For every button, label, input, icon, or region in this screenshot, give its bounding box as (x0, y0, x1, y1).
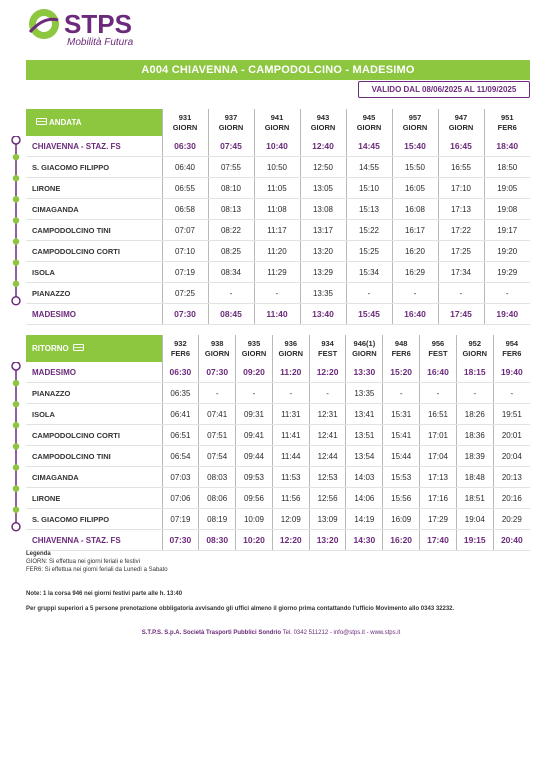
departure-time: 11:41 (272, 425, 309, 446)
departure-time: 20:40 (493, 530, 530, 551)
run-header (493, 335, 530, 362)
run-header (346, 109, 392, 136)
andata-route-line (8, 136, 24, 318)
departure-time: 19:17 (484, 220, 530, 241)
stop-name: CHIAVENNA - STAZ. FS (26, 136, 162, 157)
stop-row (26, 304, 530, 325)
departure-time: 11:40 (254, 304, 300, 325)
departure-time: 15:50 (392, 157, 438, 178)
run-header (162, 335, 199, 362)
departure-time: 13:54 (346, 446, 383, 467)
departure-time: 15:31 (383, 404, 420, 425)
departure-time: - (254, 283, 300, 304)
departure-time: - (456, 383, 493, 404)
departure-time: 09:56 (236, 488, 273, 509)
run-number: 957 (408, 112, 422, 122)
departure-time: 15:40 (392, 136, 438, 157)
run-type: GIORN (310, 122, 336, 132)
departure-time: 16:09 (383, 509, 420, 530)
departure-time: 18:51 (456, 488, 493, 509)
run-type: GIORN (352, 348, 377, 358)
terminal-stop-marker (12, 523, 20, 531)
departure-time: 19:04 (456, 509, 493, 530)
departure-time: 17:25 (438, 241, 484, 262)
departure-time: - (420, 383, 457, 404)
run-number: 956 (431, 338, 445, 348)
departure-time: - (199, 383, 236, 404)
departure-time: 08:06 (199, 488, 236, 509)
departure-time: 08:45 (208, 304, 254, 325)
departure-time: 14:30 (346, 530, 383, 551)
run-number: 943 (316, 112, 330, 122)
departure-time: 15:34 (346, 262, 392, 283)
departure-time: 17:13 (420, 467, 457, 488)
run-header (383, 335, 420, 362)
terminal-stop-marker (12, 136, 20, 144)
departure-time: 12:09 (272, 509, 309, 530)
stop-row (26, 362, 530, 383)
stop-name: ISOLA (26, 404, 162, 425)
stop-marker (14, 176, 19, 181)
stop-name: CIMAGANDA (26, 467, 162, 488)
run-header (456, 335, 493, 362)
validity-period: VALIDO DAL 08/06/2025 AL 11/09/2025 (358, 81, 530, 98)
departure-time: 17:29 (420, 509, 457, 530)
departure-time: 17:16 (420, 488, 457, 509)
departure-time: 08:34 (208, 262, 254, 283)
departure-time: 13:20 (300, 241, 346, 262)
run-header (254, 109, 300, 136)
departure-time: 11:20 (272, 362, 309, 383)
stop-row (26, 262, 530, 283)
departure-time: - (236, 383, 273, 404)
departure-time: 11:08 (254, 199, 300, 220)
departure-time: 15:44 (383, 446, 420, 467)
departure-time: 13:09 (309, 509, 346, 530)
run-header (208, 109, 254, 136)
departure-time: 14:45 (346, 136, 392, 157)
departure-time: 09:41 (236, 425, 273, 446)
departure-time: 06:40 (162, 157, 208, 178)
departure-time: 06:30 (162, 136, 208, 157)
departure-time: 19:08 (484, 199, 530, 220)
ritorno-direction-label (26, 335, 162, 362)
stop-name: CAMPODOLCINO TINI (26, 220, 162, 241)
departure-time: 07:19 (162, 262, 208, 283)
departure-time: 19:40 (484, 304, 530, 325)
run-type: GIORN (264, 122, 290, 132)
run-header (309, 335, 346, 362)
run-type: GIORN (448, 122, 474, 132)
stop-marker (14, 155, 19, 160)
stop-name: CIMAGANDA (26, 199, 162, 220)
departure-time: 14:19 (346, 509, 383, 530)
stop-name: CHIAVENNA - STAZ. FS (26, 530, 162, 551)
stop-row (26, 241, 530, 262)
departure-time: 16:29 (392, 262, 438, 283)
stop-name: CAMPODOLCINO CORTI (26, 425, 162, 446)
stop-marker (14, 402, 19, 407)
departure-time: 17:04 (420, 446, 457, 467)
departure-time: 08:13 (208, 199, 254, 220)
stop-row (26, 509, 530, 530)
departure-time: 16:05 (392, 178, 438, 199)
run-type: FER6 (170, 348, 190, 358)
departure-time: 12:40 (300, 136, 346, 157)
departure-time: - (484, 283, 530, 304)
departure-time: 16:20 (383, 530, 420, 551)
departure-time: 07:07 (162, 220, 208, 241)
departure-time: 18:39 (456, 446, 493, 467)
stop-row (26, 136, 530, 157)
run-header (438, 109, 484, 136)
departure-time: 18:26 (456, 404, 493, 425)
departure-time: 20:01 (493, 425, 530, 446)
stop-name: LIRONE (26, 178, 162, 199)
departure-time: 12:31 (309, 404, 346, 425)
departure-time: 13:29 (300, 262, 346, 283)
run-number: 931 (178, 112, 192, 122)
departure-time: 07:51 (199, 425, 236, 446)
run-number: 937 (224, 112, 238, 122)
departure-time: 12:20 (309, 362, 346, 383)
departure-time: 07:55 (208, 157, 254, 178)
stop-marker (14, 444, 19, 449)
departure-time: - (208, 283, 254, 304)
departure-time: 14:06 (346, 488, 383, 509)
departure-time: 15:25 (346, 241, 392, 262)
departure-time: 08:19 (199, 509, 236, 530)
departure-time: 19:15 (456, 530, 493, 551)
departure-time: 12:53 (309, 467, 346, 488)
footer-company: S.T.P.S. S.p.A. Società Trasporti Pubblici Sondrio (141, 630, 281, 636)
departure-time: 17:45 (438, 304, 484, 325)
run-header (199, 335, 236, 362)
run-type: FER6 (502, 348, 522, 358)
departure-time: 06:41 (162, 404, 199, 425)
stop-name: MADESIMO (26, 304, 162, 325)
run-number: 945 (362, 112, 376, 122)
note-946: Note: 1 la corsa 946 nei giorni festivi parte alle h. 13:40 (26, 591, 183, 597)
departure-time: 20:29 (493, 509, 530, 530)
departure-time: 07:45 (208, 136, 254, 157)
stop-name: MADESIMO (26, 362, 162, 383)
run-type: GIORN (278, 348, 304, 358)
stop-marker (14, 507, 19, 512)
departure-time: 07:30 (162, 304, 208, 325)
departure-time: 17:22 (438, 220, 484, 241)
departure-time: 08:22 (208, 220, 254, 241)
departure-time: 11:44 (272, 446, 309, 467)
run-header (392, 109, 438, 136)
departure-time: - (383, 383, 420, 404)
departure-time: 15:10 (346, 178, 392, 199)
terminal-stop-marker (12, 297, 20, 305)
departure-time: 06:35 (162, 383, 199, 404)
departure-time: - (309, 383, 346, 404)
stop-marker (14, 381, 19, 386)
departure-time: 18:36 (456, 425, 493, 446)
legend-fer6: FER6: Si effettua nei giorni feriali da Lunedì a Sabato (26, 567, 168, 573)
stop-name: LIRONE (26, 488, 162, 509)
run-type: GIORN (402, 122, 428, 132)
run-number: 947 (454, 112, 468, 122)
departure-time: 17:10 (438, 178, 484, 199)
stop-name: S. GIACOMO FILIPPO (26, 157, 162, 178)
departure-time: 09:20 (236, 362, 273, 383)
run-number: 951 (500, 112, 514, 122)
stps-logo (26, 6, 166, 46)
stop-marker (14, 423, 19, 428)
departure-time: 07:54 (199, 446, 236, 467)
legend (26, 550, 168, 574)
stop-row (26, 157, 530, 178)
departure-time: - (346, 283, 392, 304)
departure-time: - (493, 383, 530, 404)
departure-time: 10:40 (254, 136, 300, 157)
legend-title: Legenda (26, 551, 51, 557)
stop-marker (14, 260, 19, 265)
departure-time: 15:45 (346, 304, 392, 325)
run-header (236, 335, 273, 362)
andata-header-row (26, 109, 530, 136)
departure-time: 15:13 (346, 199, 392, 220)
departure-time: 19:51 (493, 404, 530, 425)
departure-time: 09:31 (236, 404, 273, 425)
stop-row (26, 467, 530, 488)
departure-time: 08:03 (199, 467, 236, 488)
run-number: 934 (321, 338, 334, 348)
departure-time: 19:29 (484, 262, 530, 283)
departure-time: 06:51 (162, 425, 199, 446)
departure-time: 07:41 (199, 404, 236, 425)
ritorno-timetable (26, 335, 530, 551)
departure-time: 19:05 (484, 178, 530, 199)
departure-time: 16:17 (392, 220, 438, 241)
departure-time: 12:50 (300, 157, 346, 178)
stop-row (26, 530, 530, 551)
run-number: 954 (505, 338, 519, 348)
run-header (346, 335, 383, 362)
departure-time: 06:58 (162, 199, 208, 220)
stop-row (26, 488, 530, 509)
departure-time: 12:20 (272, 530, 309, 551)
departure-time: 15:56 (383, 488, 420, 509)
departure-time: 13:51 (346, 425, 383, 446)
departure-time: 08:25 (208, 241, 254, 262)
logo-tagline: Mobilità Futura (67, 37, 134, 48)
run-number: 946(1) (353, 338, 376, 348)
stop-marker (14, 239, 19, 244)
departure-time: 18:50 (484, 157, 530, 178)
run-header (162, 109, 208, 136)
run-type: FER6 (391, 348, 411, 358)
departure-time: 13:35 (346, 383, 383, 404)
stop-name: PIANAZZO (26, 283, 162, 304)
departure-time: 11:20 (254, 241, 300, 262)
ritorno-route-line (8, 362, 24, 544)
departure-time: 07:30 (162, 530, 199, 551)
departure-time: 13:08 (300, 199, 346, 220)
ritorno-header-row (26, 335, 530, 362)
departure-time: 07:30 (199, 362, 236, 383)
legend-giorn: GIORN: Si effettua nei giorni feriali e festivi (26, 559, 140, 565)
departure-time: 11:17 (254, 220, 300, 241)
run-type: GIORN (241, 348, 267, 358)
departure-time: 16:08 (392, 199, 438, 220)
run-number: 935 (247, 338, 261, 348)
stop-row (26, 199, 530, 220)
departure-time: 13:05 (300, 178, 346, 199)
departure-time: 13:40 (300, 304, 346, 325)
stop-row (26, 283, 530, 304)
run-type: FEST (428, 348, 448, 358)
departure-time: 14:03 (346, 467, 383, 488)
run-number: 948 (394, 338, 408, 348)
departure-time: 08:10 (208, 178, 254, 199)
departure-time: 09:44 (236, 446, 273, 467)
stop-name: CAMPODOLCINO CORTI (26, 241, 162, 262)
run-number: 952 (468, 338, 482, 348)
departure-time: - (438, 283, 484, 304)
stop-row (26, 383, 530, 404)
departure-time: 07:06 (162, 488, 199, 509)
stop-name: CAMPODOLCINO TINI (26, 446, 162, 467)
departure-time: 12:41 (309, 425, 346, 446)
departure-time: 08:30 (199, 530, 236, 551)
stop-name: S. GIACOMO FILIPPO (26, 509, 162, 530)
run-type: FER6 (497, 122, 517, 132)
departure-time: 13:17 (300, 220, 346, 241)
stop-name: PIANAZZO (26, 383, 162, 404)
stop-row (26, 404, 530, 425)
departure-time: 13:35 (300, 283, 346, 304)
run-type: GIORN (462, 348, 488, 358)
bus-icon (73, 344, 84, 352)
departure-time: 15:20 (383, 362, 420, 383)
run-number: 938 (210, 338, 224, 348)
stop-marker (14, 465, 19, 470)
andata-label-text: ANDATA (48, 117, 82, 127)
stop-marker (14, 218, 19, 223)
departure-time: 11:05 (254, 178, 300, 199)
bus-icon (36, 118, 47, 126)
run-number: 936 (284, 338, 298, 348)
andata-direction-label (26, 109, 162, 136)
departure-time: 17:34 (438, 262, 484, 283)
departure-time: 11:53 (272, 467, 309, 488)
stop-marker (14, 281, 19, 286)
departure-time: 17:40 (420, 530, 457, 551)
departure-time: 11:56 (272, 488, 309, 509)
departure-time: 13:20 (309, 530, 346, 551)
stop-marker (14, 486, 19, 491)
departure-time: 11:31 (272, 404, 309, 425)
run-type: GIORN (204, 348, 230, 358)
run-number: 932 (174, 338, 187, 348)
stop-row (26, 178, 530, 199)
run-type: FEST (318, 348, 338, 358)
note-groups: Per gruppi superiori a 5 persone prenotazione obbligatoria avvisando gli uffici almeno il giorno prima contattando l'ufficio Movimento allo 0343 32232. (26, 606, 455, 612)
departure-time: 15:22 (346, 220, 392, 241)
footer (0, 630, 542, 636)
logo-wordmark: STPS (64, 9, 132, 39)
departure-time: 16:40 (392, 304, 438, 325)
stop-row (26, 220, 530, 241)
departure-time: 12:56 (309, 488, 346, 509)
departure-time: 16:45 (438, 136, 484, 157)
departure-time: 06:54 (162, 446, 199, 467)
departure-time: 12:44 (309, 446, 346, 467)
departure-time: 16:55 (438, 157, 484, 178)
departure-time: 18:48 (456, 467, 493, 488)
departure-time: 07:03 (162, 467, 199, 488)
departure-time: 16:20 (392, 241, 438, 262)
departure-time: 10:50 (254, 157, 300, 178)
run-number: 941 (270, 112, 284, 122)
terminal-stop-marker (12, 362, 20, 370)
departure-time: 10:20 (236, 530, 273, 551)
departure-time: - (272, 383, 309, 404)
departure-time: 18:15 (456, 362, 493, 383)
run-type: GIORN (356, 122, 382, 132)
run-header (484, 109, 530, 136)
departure-time: 20:04 (493, 446, 530, 467)
run-type: GIORN (172, 122, 198, 132)
departure-time: 19:40 (493, 362, 530, 383)
departure-time: 16:40 (420, 362, 457, 383)
departure-time: 15:53 (383, 467, 420, 488)
andata-timetable (26, 109, 530, 325)
departure-time: 14:55 (346, 157, 392, 178)
departure-time: 15:41 (383, 425, 420, 446)
departure-time: 13:41 (346, 404, 383, 425)
departure-time: 20:16 (493, 488, 530, 509)
departure-time: 19:20 (484, 241, 530, 262)
departure-time: 17:01 (420, 425, 457, 446)
departure-time: - (392, 283, 438, 304)
stop-row (26, 425, 530, 446)
departure-time: 07:10 (162, 241, 208, 262)
stop-row (26, 446, 530, 467)
departure-time: 07:19 (162, 509, 199, 530)
run-header (272, 335, 309, 362)
departure-time: 06:30 (162, 362, 199, 383)
run-type: GIORN (218, 122, 244, 132)
departure-time: 06:55 (162, 178, 208, 199)
departure-time: 17:13 (438, 199, 484, 220)
departure-time: 07:25 (162, 283, 208, 304)
departure-time: 10:09 (236, 509, 273, 530)
departure-time: 18:40 (484, 136, 530, 157)
run-header (420, 335, 457, 362)
footer-contacts: Tel. 0342 511212 - info@stps.it - www.stps.it (282, 630, 401, 636)
run-header (300, 109, 346, 136)
departure-time: 16:51 (420, 404, 457, 425)
departure-time: 13:30 (346, 362, 383, 383)
route-title: A004 CHIAVENNA - CAMPODOLCINO - MADESIMO (26, 60, 530, 80)
departure-time: 09:53 (236, 467, 273, 488)
ritorno-label-text: RITORNO (32, 343, 69, 353)
departure-time: 11:29 (254, 262, 300, 283)
stop-marker (14, 197, 19, 202)
stop-name: ISOLA (26, 262, 162, 283)
departure-time: 20:13 (493, 467, 530, 488)
